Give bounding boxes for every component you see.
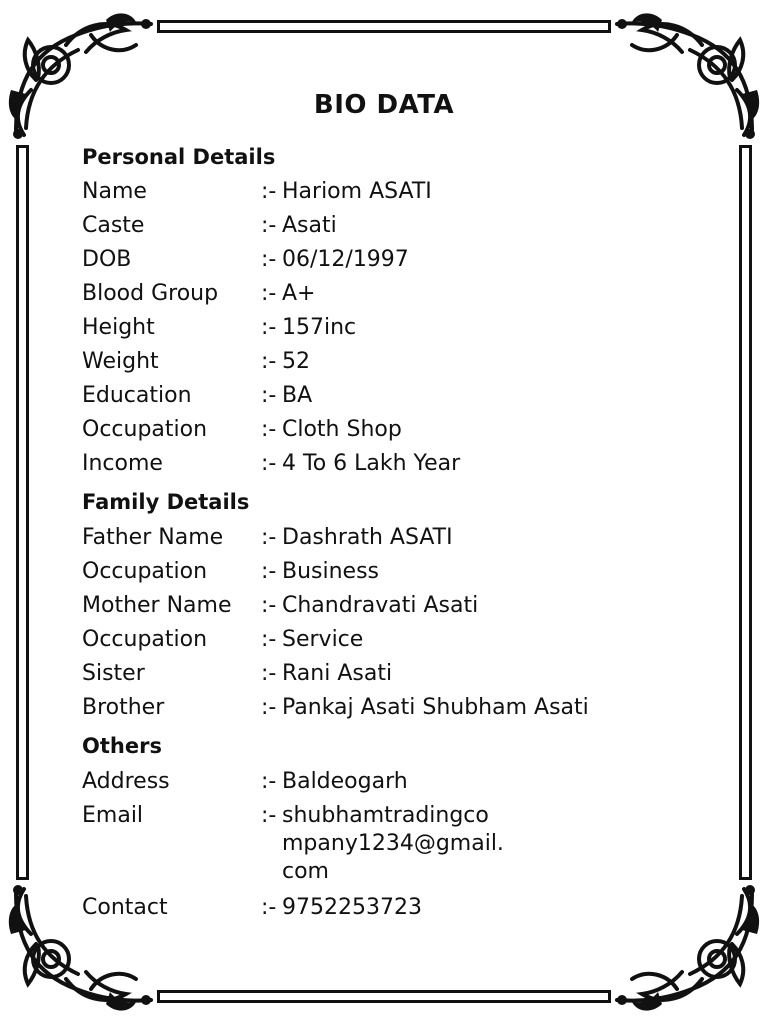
row-label: Occupation	[82, 559, 208, 584]
row-separator: :-	[261, 695, 277, 720]
email-value: shubhamtradingcompany1234@gmail.com	[282, 803, 504, 884]
frame-right-bar	[739, 145, 752, 880]
row-label: Income	[82, 451, 163, 476]
floral-corner-ornament-icon	[612, 10, 762, 140]
frame-left-bar	[16, 145, 29, 880]
row-value: 9752253723	[282, 895, 422, 920]
row-separator: :-	[261, 627, 277, 652]
row-value: A+	[282, 281, 316, 306]
row-value: Cloth Shop	[282, 417, 402, 442]
row-label: Address	[82, 769, 170, 794]
row-separator: :-	[261, 213, 277, 238]
row-value: Pankaj Asati Shubham Asati	[282, 695, 589, 720]
row-value: 4 To 6 Lakh Year	[282, 451, 461, 476]
frame-bottom-bar	[157, 990, 611, 1003]
row-label: Sister	[82, 661, 145, 686]
row-label: Education	[82, 383, 192, 408]
row-value: Chandravati Asati	[282, 593, 479, 618]
row-label: Brother	[82, 695, 165, 720]
row-label: Name	[82, 179, 147, 204]
row-separator: :-	[261, 383, 277, 408]
row-label: Height	[82, 315, 155, 340]
row-separator: :-	[261, 803, 277, 828]
row-value: Service	[282, 627, 364, 652]
row-value: 06/12/1997	[282, 247, 409, 272]
row-separator: :-	[261, 179, 277, 204]
floral-corner-ornament-icon	[612, 884, 762, 1014]
row-label: Email	[82, 803, 144, 828]
row-value: BA	[282, 383, 313, 408]
row-separator: :-	[261, 247, 277, 272]
row-label: Occupation	[82, 627, 208, 652]
row-separator: :-	[261, 315, 277, 340]
frame-top-bar	[157, 20, 611, 33]
row-label: Caste	[82, 213, 145, 238]
row-label: Weight	[82, 349, 159, 374]
row-value: 52	[282, 349, 310, 374]
row-value: Baldeogarh	[282, 769, 408, 794]
section-heading-family: Family Details	[82, 490, 250, 514]
row-value: Business	[282, 559, 380, 584]
row-separator: :-	[261, 451, 277, 476]
row-value: Dashrath ASATI	[282, 525, 453, 550]
row-separator: :-	[261, 661, 277, 686]
row-value: Rani Asati	[282, 661, 393, 686]
page-title: BIO DATA	[313, 90, 455, 120]
row-separator: :-	[261, 895, 277, 920]
row-value: Hariom ASATI	[282, 179, 432, 204]
row-label: Occupation	[82, 417, 208, 442]
row-separator: :-	[261, 417, 277, 442]
row-label: Contact	[82, 895, 168, 920]
row-label: DOB	[82, 247, 132, 272]
floral-corner-ornament-icon	[6, 10, 156, 140]
row-separator: :-	[261, 281, 277, 306]
row-separator: :-	[261, 349, 277, 374]
row-separator: :-	[261, 769, 277, 794]
row-separator: :-	[261, 525, 277, 550]
row-label: Blood Group	[82, 281, 219, 306]
row-separator: :-	[261, 593, 277, 618]
row-label: Mother Name	[82, 593, 232, 618]
row-value: Asati	[282, 213, 337, 238]
section-heading-others: Others	[82, 734, 162, 758]
row-value: 157inc	[282, 315, 357, 340]
section-heading-personal: Personal Details	[82, 145, 276, 169]
row-label: Father Name	[82, 525, 224, 550]
row-separator: :-	[261, 559, 277, 584]
